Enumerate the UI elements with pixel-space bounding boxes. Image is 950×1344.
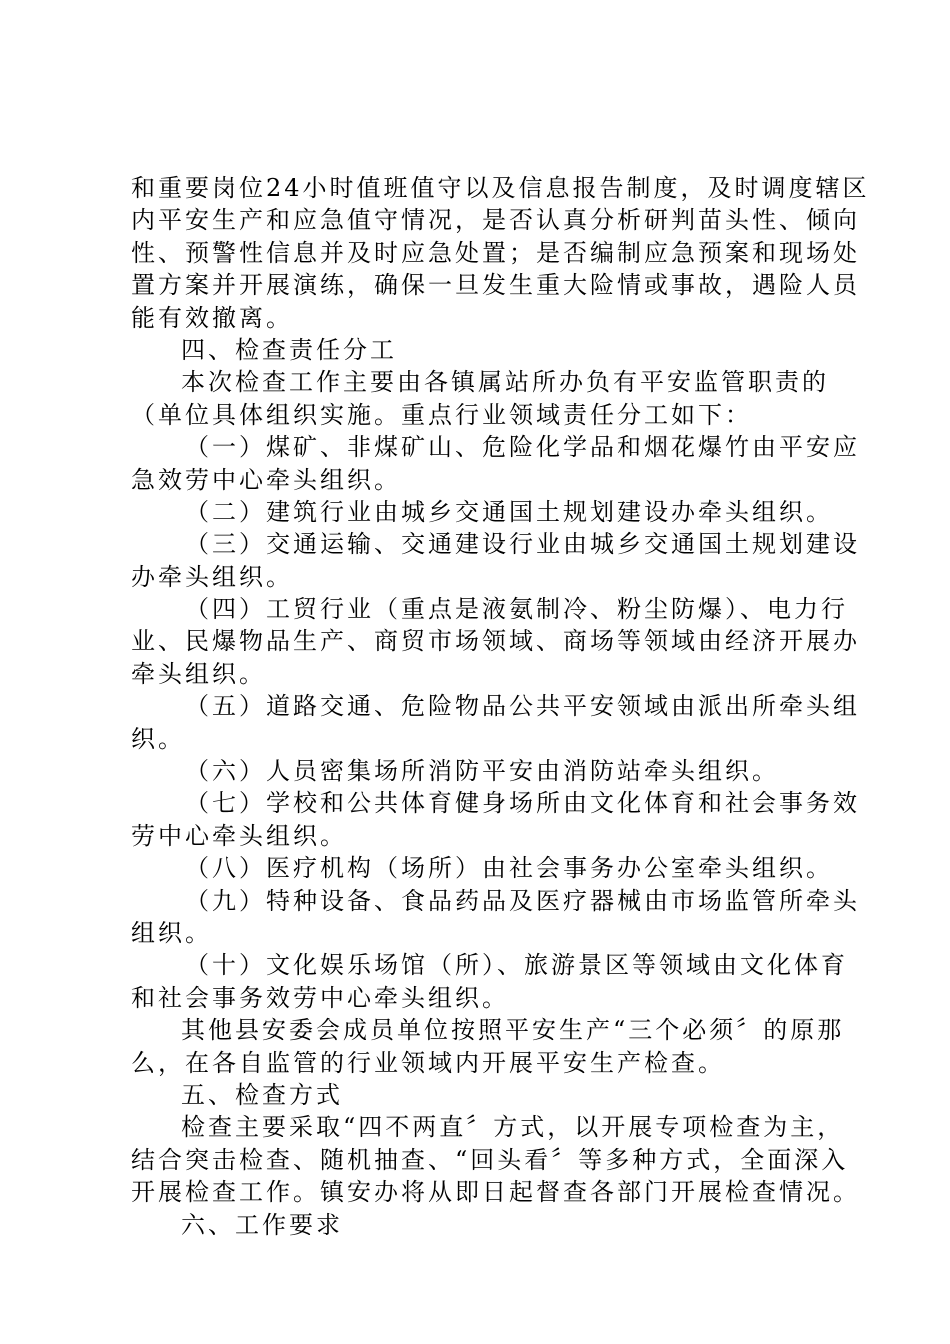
text-line: 业、民爆物品生产、商贸市场领域、商场等领域由经济开展办 bbox=[131, 627, 860, 656]
text-line: 织。 bbox=[131, 724, 185, 753]
text-line: 检查主要采取“四不两直〞方式，以开展专项检查为主， bbox=[181, 1113, 845, 1142]
text-line: 和社会事务效劳中心牵头组织。 bbox=[131, 983, 509, 1012]
text-line: 性、预警性信息并及时应急处置；是否编制应急预案和现场处 bbox=[131, 238, 860, 267]
text-line: 能有效撤离。 bbox=[131, 303, 293, 332]
text-line: （七）学校和公共体育健身场所由文化体育和社会事务效 bbox=[185, 789, 860, 818]
text-line: 结合突击检查、随机抽查、“回头看〞等多种方式，全面深入 bbox=[131, 1145, 849, 1174]
text-line: （六）人员密集场所消防平安由消防站牵头组织。 bbox=[185, 757, 779, 786]
text-line: 五、检查方式 bbox=[181, 1080, 343, 1109]
text-line: （五）道路交通、危险物品公共平安领域由派出所牵头组 bbox=[185, 692, 860, 721]
text-line: 其他县安委会成员单位按照平安生产“三个必须〞的原那 bbox=[181, 1016, 845, 1045]
text-line: 和重要岗位24小时值班值守以及信息报告制度，及时调度辖区 bbox=[131, 174, 870, 202]
text-line: （三）交通运输、交通建设行业由城乡交通国土规划建设 bbox=[185, 530, 860, 559]
text-line: 么，在各自监管的行业领域内开展平安生产检查。 bbox=[131, 1048, 725, 1077]
text-line: 劳中心牵头组织。 bbox=[131, 821, 347, 850]
document-body bbox=[131, 172, 870, 1241]
text-line: （单位具体组织实施。重点行业领域责任分工如下： bbox=[131, 400, 752, 429]
text-line: 六、工作要求 bbox=[181, 1210, 343, 1239]
text-line: （九）特种设备、食品药品及医疗器械由市场监管所牵头 bbox=[185, 886, 860, 915]
text-line: 办牵头组织。 bbox=[131, 562, 293, 591]
text-line: （四）工贸行业（重点是液氨制冷、粉尘防爆）、电力行 bbox=[185, 595, 848, 624]
text-line: 内平安生产和应急值守情况，是否认真分析研判苗头性、倾向 bbox=[131, 206, 860, 235]
text-line: 本次检查工作主要由各镇属站所办负有平安监管职责的 bbox=[181, 368, 829, 397]
text-line: 急效劳中心牵头组织。 bbox=[131, 465, 401, 494]
text-line: 牵头组织。 bbox=[131, 659, 266, 688]
text-line: 开展检查工作。镇安办将从即日起督查各部门开展检查情况。 bbox=[131, 1178, 860, 1207]
text-line: （一）煤矿、非煤矿山、危险化学品和烟花爆竹由平安应 bbox=[185, 433, 860, 462]
text-line: （八）医疗机构（场所）由社会事务办公室牵头组织。 bbox=[185, 854, 833, 883]
text-line: 四、检查责任分工 bbox=[181, 335, 397, 364]
text-line: （二）建筑行业由城乡交通国土规划建设办牵头组织。 bbox=[185, 497, 833, 526]
text-line: 置方案并开展演练，确保一旦发生重大险情或事故，遇险人员 bbox=[131, 271, 860, 300]
text-line: （十）文化娱乐场馆（所）、旅游景区等领域由文化体育 bbox=[185, 951, 848, 980]
text-line: 组织。 bbox=[131, 918, 212, 947]
